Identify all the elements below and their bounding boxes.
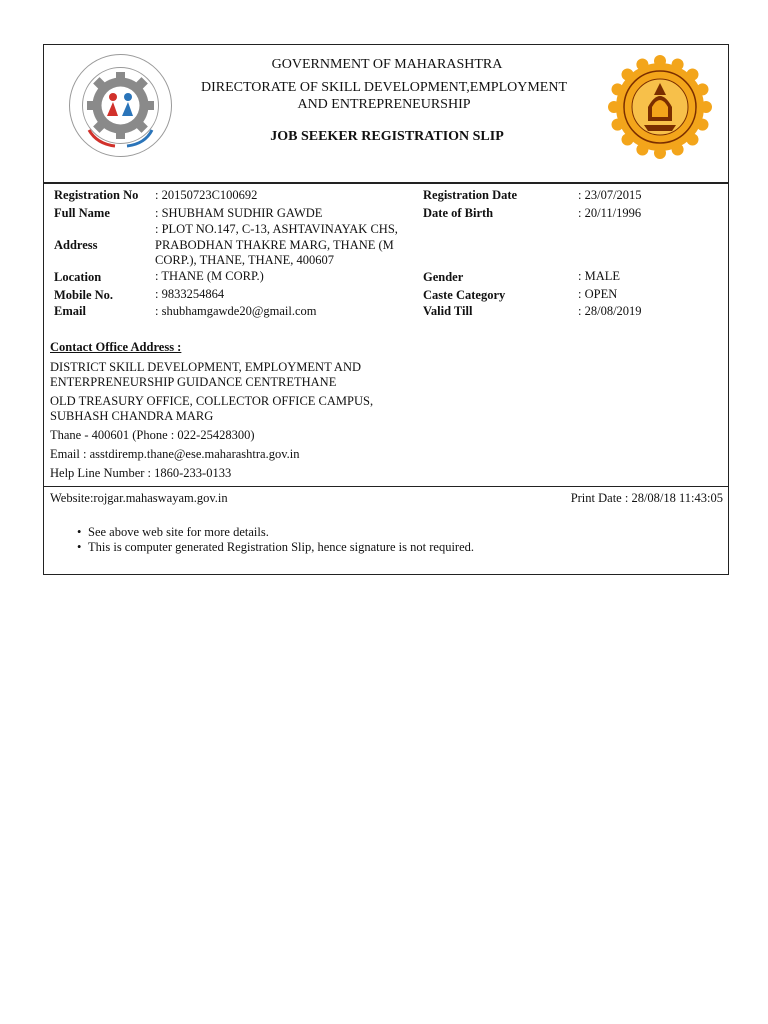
mobile-label: Mobile No. [54,288,114,302]
registration-date-label: Registration Date [423,188,518,202]
email-label: Email [54,304,86,318]
contact-title: Contact Office Address : [50,340,182,354]
contact-line-4: SUBHASH CHANDRA MARG [50,409,214,423]
address-line-1: : PLOT NO.147, C-13, ASHTAVINAYAK CHS, [155,222,398,236]
address-label: Address [54,238,98,252]
address-line-3: CORP.), THANE, THANE, 400607 [155,253,335,267]
location-label: Location [54,270,102,284]
contact-email: Email : asstdiremp.thane@ese.maharashtra.gov.in [50,447,300,461]
slip-footer-bar [44,486,728,509]
mobile-value: : 9833254864 [155,287,225,301]
contact-line-1: DISTRICT SKILL DEVELOPMENT, EMPLOYMENT AND [50,360,361,374]
slip-title: JOB SEEKER REGISTRATION SLIP [270,129,504,144]
contact-phone: Thane - 400601 (Phone : 022-25428300) [50,428,255,442]
valid-till-label: Valid Till [423,304,473,318]
contact-helpline: Help Line Number : 1860-233-0133 [50,466,232,480]
note-text: This is computer generated Registration Slip, hence signature is not required. [88,540,475,554]
gender-value: : MALE [578,269,621,283]
registration-no-value: : 20150723C100692 [155,188,258,202]
dob-value: : 20/11/1996 [578,206,642,220]
valid-till-value: : 28/08/2019 [578,304,642,318]
print-date: Print Date : 28/08/18 11:43:05 [570,491,723,505]
email-value: : shubhamgawde20@gmail.com [155,304,317,318]
maharashtra-seal-logo [608,55,712,159]
header-line-directorate: DIRECTORATE OF SKILL DEVELOPMENT,EMPLOYMENT [200,80,568,95]
registration-slip [43,44,729,575]
website-link[interactable]: Website:rojgar.mahaswayam.gov.in [50,491,228,505]
header-line-entrepreneurship: AND ENTREPRENEURSHIP [297,97,471,112]
location-value: : THANE (M CORP.) [155,269,264,283]
contact-line-3: OLD TREASURY OFFICE, COLLECTOR OFFICE CAMPUS, [50,394,374,408]
dob-label: Date of Birth [423,206,494,220]
list-item [71,540,474,555]
bullet-icon: • [77,540,82,554]
gender-label: Gender [423,270,464,284]
bullet-icon: • [77,525,82,539]
slip-header [44,45,728,184]
notes-list [71,525,474,555]
note-text: See above web site for more details. [88,525,269,539]
header-line-government: GOVERNMENT OF MAHARASHTRA [271,57,503,72]
registration-date-value: : 23/07/2015 [578,188,642,202]
contact-line-2: ENTERPRENEURSHIP GUIDANCE CENTRETHANE [50,375,337,389]
list-item [71,525,474,540]
registration-no-label: Registration No [54,188,139,202]
full-name-label: Full Name [54,206,110,220]
caste-label: Caste Category [423,288,506,302]
full-name-value: : SHUBHAM SUDHIR GAWDE [155,206,323,220]
address-line-2: PRABODHAN THAKRE MARG, THANE (M [155,238,394,252]
caste-value: : OPEN [578,287,618,301]
